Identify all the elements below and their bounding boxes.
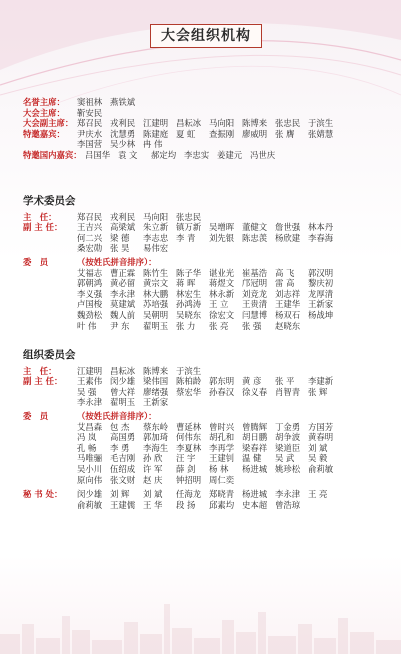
- person-name: 冉 伟: [143, 139, 163, 150]
- person-name: 李永津: [110, 288, 136, 299]
- person-name: 魏劲松: [77, 309, 103, 320]
- person-name: 马唯骊: [77, 453, 103, 464]
- person-name: 包 杰: [110, 421, 130, 432]
- name-row: [23, 108, 341, 119]
- person-name: 许 军: [143, 463, 163, 474]
- person-name: 苏培强: [143, 299, 169, 310]
- person-name: 马向阳: [143, 211, 169, 222]
- person-name: 闵少雄: [110, 376, 136, 387]
- person-name: 刘 斌: [143, 489, 163, 500]
- person-name: 袁 文: [118, 149, 138, 160]
- person-name: 查振刚: [209, 128, 235, 139]
- person-name: 龙厚清: [308, 288, 334, 299]
- row-label: 副 主 任：: [23, 376, 63, 387]
- person-name: 段 扬: [176, 499, 196, 510]
- person-name: 李 勇: [110, 442, 130, 453]
- person-name: 朱立新: [143, 222, 169, 233]
- person-name: 梁伟国: [143, 376, 169, 387]
- person-name: 邝冠明: [242, 278, 268, 289]
- person-name: 詹世强: [275, 222, 301, 233]
- person-name: 吕国华: [85, 149, 111, 160]
- person-name: 高国勇: [110, 432, 136, 443]
- person-name: 曾时兴: [209, 421, 235, 432]
- person-name: 梁春祥: [242, 442, 268, 453]
- person-name: 王素伟: [77, 376, 103, 387]
- name-list: [77, 387, 341, 398]
- row-label: 特邀国内嘉宾：: [23, 149, 82, 160]
- label-spacer: [23, 443, 77, 454]
- person-name: 陈建庭: [143, 128, 169, 139]
- person-name: 黄 彦: [242, 376, 262, 387]
- name-list: [77, 500, 308, 511]
- person-name: 刘竞龙: [242, 288, 268, 299]
- name-list: [77, 475, 242, 486]
- person-name: 镇万新: [176, 222, 202, 233]
- person-name: 李永津: [275, 489, 301, 500]
- person-name: 昌耘冰: [176, 118, 202, 129]
- person-name: 王贵清: [242, 299, 268, 310]
- label-spacer: [23, 233, 77, 244]
- name-list: [77, 222, 341, 233]
- name-row: [23, 150, 341, 161]
- label-spacer: [23, 464, 77, 475]
- name-row: [23, 299, 341, 310]
- person-name: 陈博来: [242, 118, 268, 129]
- person-name: 王建儒: [110, 499, 136, 510]
- name-list: [77, 366, 209, 377]
- person-name: 叶 伟: [77, 320, 97, 331]
- person-name: 吴 武: [275, 453, 295, 464]
- name-row: [23, 289, 341, 300]
- person-name: 张 昊: [110, 243, 130, 254]
- name-list: [77, 299, 341, 310]
- person-name: 王吉兴: [77, 222, 103, 233]
- label-spacer: [23, 387, 77, 398]
- person-name: 陈忠羡: [242, 232, 268, 243]
- person-name: 廖绪强: [143, 386, 169, 397]
- page-title: 大会组织机构: [150, 24, 262, 48]
- name-row: [23, 243, 341, 254]
- person-name: 李春海: [308, 232, 334, 243]
- name-list: [77, 233, 341, 244]
- person-name: 李海生: [143, 442, 169, 453]
- person-name: 刘 斌: [308, 442, 328, 453]
- person-name: 莫建斌: [110, 299, 136, 310]
- person-name: 艾昌森: [77, 421, 103, 432]
- person-name: 何二兴: [77, 232, 103, 243]
- person-name: 郝定均: [151, 149, 177, 160]
- person-name: 胡日鹏: [242, 432, 268, 443]
- name-list: [77, 268, 341, 279]
- name-row: [23, 321, 341, 332]
- label-spacer: [23, 278, 77, 289]
- person-name: 郭加琦: [143, 432, 169, 443]
- person-name: 陈竹生: [143, 267, 169, 278]
- person-name: 俞莉敏: [77, 499, 103, 510]
- person-name: 林大鹏: [143, 288, 169, 299]
- label-spacer: [23, 475, 77, 486]
- name-row: [23, 129, 341, 140]
- person-name: 张 平: [275, 376, 295, 387]
- label-spacer: [23, 139, 77, 150]
- label-spacer: [23, 268, 77, 279]
- name-row: [23, 464, 341, 475]
- person-name: 昌耘冰: [110, 365, 136, 376]
- person-name: 于滨生: [176, 365, 202, 376]
- person-name: 杨进城: [242, 463, 268, 474]
- person-name: 蔡东岭: [143, 421, 169, 432]
- person-name: 蔡宏华: [176, 386, 202, 397]
- person-name: 杨进城: [242, 489, 268, 500]
- person-name: 黎庆初: [308, 278, 334, 289]
- member-sort-note: （按姓氏拼音排序）：: [77, 410, 157, 421]
- person-name: 刘志祥: [275, 288, 301, 299]
- name-list: [77, 108, 110, 119]
- person-name: 夏 虹: [176, 128, 196, 139]
- person-name: 张 膺: [275, 128, 295, 139]
- person-name: 史本超: [242, 499, 268, 510]
- person-name: 俞莉敏: [308, 463, 334, 474]
- person-name: 孙鸿涛: [176, 299, 202, 310]
- name-row: [23, 453, 341, 464]
- member-header: [23, 411, 341, 422]
- label-spacer: [23, 397, 77, 408]
- person-name: 胡孔和: [209, 432, 235, 443]
- name-row: [23, 118, 341, 129]
- name-row: [23, 268, 341, 279]
- label-spacer: [23, 453, 77, 464]
- city-skyline-decoration: [0, 594, 401, 654]
- person-name: 黄春明: [308, 432, 334, 443]
- name-row: [23, 233, 341, 244]
- person-name: 李忠实: [184, 149, 210, 160]
- name-row: [23, 278, 341, 289]
- name-list: [77, 432, 341, 443]
- name-row: [23, 475, 341, 486]
- person-name: 李建新: [308, 376, 334, 387]
- name-list: [77, 139, 176, 150]
- person-name: 崔基浩: [242, 267, 268, 278]
- person-name: 徐义春: [242, 386, 268, 397]
- name-list: [77, 243, 176, 254]
- person-name: 温 健: [242, 453, 262, 464]
- person-name: 郑晓青: [209, 489, 235, 500]
- person-name: 江建明: [77, 365, 103, 376]
- label-spacer: [23, 243, 77, 254]
- person-name: 吴少林: [110, 139, 136, 150]
- person-name: 梁 德: [110, 232, 130, 243]
- person-name: 曾浩琼: [275, 499, 301, 510]
- person-name: 姚珍松: [275, 463, 301, 474]
- person-name: 任海龙: [176, 489, 202, 500]
- person-name: 原向伟: [77, 474, 103, 485]
- row-label: 名誉主席：: [23, 97, 65, 107]
- person-name: 陈柏龄: [176, 376, 202, 387]
- name-row: [23, 212, 341, 223]
- person-name: 王 亮: [308, 489, 328, 500]
- person-name: 吴晓东: [176, 309, 202, 320]
- person-name: 尹 东: [110, 320, 130, 331]
- person-name: 杨 林: [209, 463, 229, 474]
- person-name: 郭朝鸿: [77, 278, 103, 289]
- label-spacer: [23, 321, 77, 332]
- person-name: 卢国梭: [77, 299, 103, 310]
- name-row: [23, 422, 341, 433]
- name-list: [85, 150, 283, 161]
- person-name: 李夏林: [176, 442, 202, 453]
- name-row: [23, 489, 341, 500]
- person-name: 吴朝明: [143, 309, 169, 320]
- person-name: 吴 毅: [308, 453, 328, 464]
- label-spacer: [23, 500, 77, 511]
- row-label: 大会主席：: [23, 107, 65, 118]
- person-name: 高 飞: [275, 267, 295, 278]
- person-name: 王 华: [143, 499, 163, 510]
- person-name: 郭东明: [209, 376, 235, 387]
- leaders-block: [23, 97, 341, 161]
- person-name: 林宏生: [176, 288, 202, 299]
- person-name: 黄必留: [110, 278, 136, 289]
- name-list: [77, 489, 341, 500]
- member-header: [23, 257, 341, 268]
- person-name: 于滨生: [308, 118, 334, 129]
- person-name: 王 立: [209, 299, 229, 310]
- person-name: 曹延林: [176, 421, 202, 432]
- name-list: [77, 97, 143, 108]
- person-name: 江建明: [143, 118, 169, 129]
- person-name: 戎利民: [110, 211, 136, 222]
- person-name: 廖威明: [242, 128, 268, 139]
- name-list: [77, 453, 341, 464]
- person-name: 杨双石: [275, 309, 301, 320]
- person-name: 方国芳: [308, 421, 334, 432]
- person-name: 翟明玉: [143, 320, 169, 331]
- person-name: 毛吉刚: [110, 453, 136, 464]
- person-name: 李国营: [77, 139, 103, 150]
- person-name: 汪 宇: [176, 453, 196, 464]
- person-name: 何伟东: [176, 432, 202, 443]
- row-label: 秘 书 处：: [23, 489, 63, 500]
- person-name: 王新家: [143, 397, 169, 408]
- person-name: 翟明玉: [110, 397, 136, 408]
- person-name: 肖智青: [275, 386, 301, 397]
- label-spacer: [23, 422, 77, 433]
- person-name: 张文财: [110, 474, 136, 485]
- person-name: 周仁奕: [209, 474, 235, 485]
- person-name: 郭汉明: [308, 267, 334, 278]
- person-name: 钟招明: [176, 474, 202, 485]
- person-name: 吴小川: [77, 463, 103, 474]
- member-label: 委 员: [23, 410, 49, 421]
- person-name: 孙 欣: [143, 453, 163, 464]
- person-name: 曾腾辉: [242, 421, 268, 432]
- person-name: 雷 高: [275, 278, 295, 289]
- person-name: 杨欣建: [275, 232, 301, 243]
- person-name: 谌业光: [209, 267, 235, 278]
- person-name: 靳安民: [77, 107, 103, 118]
- person-name: 曹正霖: [110, 267, 136, 278]
- label-spacer: [23, 299, 77, 310]
- committee-title: 学术委员会: [23, 195, 76, 207]
- person-name: 梁道臣: [275, 442, 301, 453]
- name-row: [23, 139, 341, 150]
- row-label: 特邀嘉宾：: [23, 128, 65, 139]
- row-label: 大会副主席：: [23, 118, 74, 129]
- person-name: 高梁斌: [110, 222, 136, 233]
- person-name: 邱素均: [209, 499, 235, 510]
- person-name: 蒋煜文: [209, 278, 235, 289]
- academic-committee: [23, 196, 341, 331]
- label-spacer: [23, 289, 77, 300]
- person-name: 戎利民: [110, 118, 136, 129]
- person-name: 张 强: [242, 320, 262, 331]
- person-name: 张 亮: [209, 320, 229, 331]
- name-list: [77, 321, 308, 332]
- person-name: 沈慧勇: [110, 128, 136, 139]
- person-name: 吴增晖: [209, 222, 235, 233]
- row-label: 主 任：: [23, 211, 57, 222]
- person-name: 孙春汉: [209, 386, 235, 397]
- person-name: 刘 辉: [110, 489, 130, 500]
- person-name: 姜建元: [217, 149, 243, 160]
- person-name: 陈博来: [143, 365, 169, 376]
- person-name: 曾大祥: [110, 386, 136, 397]
- person-name: 张婧慧: [308, 128, 334, 139]
- person-name: 丁金勇: [275, 421, 301, 432]
- person-name: 张忠民: [275, 118, 301, 129]
- person-name: 赵晓东: [275, 320, 301, 331]
- row-label: 主 任：: [23, 365, 57, 376]
- name-row: [23, 443, 341, 454]
- member-label: 委 员: [23, 256, 49, 267]
- name-row: [23, 387, 341, 398]
- person-name: 杨战坤: [308, 309, 334, 320]
- name-row: [23, 97, 341, 108]
- person-name: 张 辉: [308, 386, 328, 397]
- name-row: [23, 222, 341, 233]
- person-name: 伍绍成: [110, 463, 136, 474]
- person-name: 胡争波: [275, 432, 301, 443]
- person-name: 王新家: [308, 299, 334, 310]
- name-list: [77, 464, 341, 475]
- person-name: 冯世庆: [250, 149, 276, 160]
- person-name: 黄宗文: [143, 278, 169, 289]
- label-spacer: [23, 432, 77, 443]
- person-name: 刘先银: [209, 232, 235, 243]
- person-name: 冯 岚: [77, 432, 97, 443]
- name-row: [23, 366, 341, 377]
- committee-title: 组织委员会: [23, 349, 76, 361]
- name-row: [23, 376, 341, 387]
- label-spacer: [23, 310, 77, 321]
- name-row: [23, 500, 341, 511]
- person-name: 蒋 晖: [176, 278, 196, 289]
- name-list: [77, 289, 341, 300]
- person-name: 王建钊: [209, 453, 235, 464]
- name-list: [77, 212, 209, 223]
- person-name: 徐宏文: [209, 309, 235, 320]
- person-name: 闵少雄: [77, 489, 103, 500]
- person-name: 赵 庆: [143, 474, 163, 485]
- person-name: 马向阳: [209, 118, 235, 129]
- name-row: [23, 397, 341, 408]
- member-sort-note: （按姓氏拼音排序）：: [77, 256, 157, 267]
- person-name: 林本丹: [308, 222, 334, 233]
- person-name: 董健文: [242, 222, 268, 233]
- person-name: 燕铁斌: [110, 97, 136, 107]
- name-list: [77, 397, 176, 408]
- person-name: 桑宏勋: [77, 243, 103, 254]
- person-name: 林永新: [209, 288, 235, 299]
- name-list: [77, 376, 341, 387]
- person-name: 李 青: [176, 232, 196, 243]
- row-label: 副 主 任：: [23, 222, 63, 233]
- name-list: [77, 310, 341, 321]
- person-name: 郑召民: [77, 211, 103, 222]
- person-name: 魏人前: [110, 309, 136, 320]
- name-list: [77, 278, 341, 289]
- person-name: 张忠民: [176, 211, 202, 222]
- name-row: [23, 432, 341, 443]
- person-name: 陈子华: [176, 267, 202, 278]
- person-name: 李义强: [77, 288, 103, 299]
- person-name: 王建华: [275, 299, 301, 310]
- person-name: 薛 剑: [176, 463, 196, 474]
- person-name: 李志忠: [143, 232, 169, 243]
- organizing-committee: [23, 350, 341, 510]
- person-name: 尹庆水: [77, 128, 103, 139]
- name-list: [77, 129, 341, 140]
- person-name: 易伟宏: [143, 243, 169, 254]
- person-name: 艾福志: [77, 267, 103, 278]
- person-name: 张 力: [176, 320, 196, 331]
- person-name: 孔 畅: [77, 442, 97, 453]
- name-list: [77, 422, 341, 433]
- person-name: 李再学: [209, 442, 235, 453]
- person-name: 郑召民: [77, 118, 103, 129]
- person-name: 闫慧博: [242, 309, 268, 320]
- name-list: [77, 118, 341, 129]
- person-name: 窦祖林: [77, 97, 103, 107]
- name-row: [23, 310, 341, 321]
- person-name: 李永津: [77, 397, 103, 408]
- name-list: [77, 443, 341, 454]
- person-name: 吴 强: [77, 386, 97, 397]
